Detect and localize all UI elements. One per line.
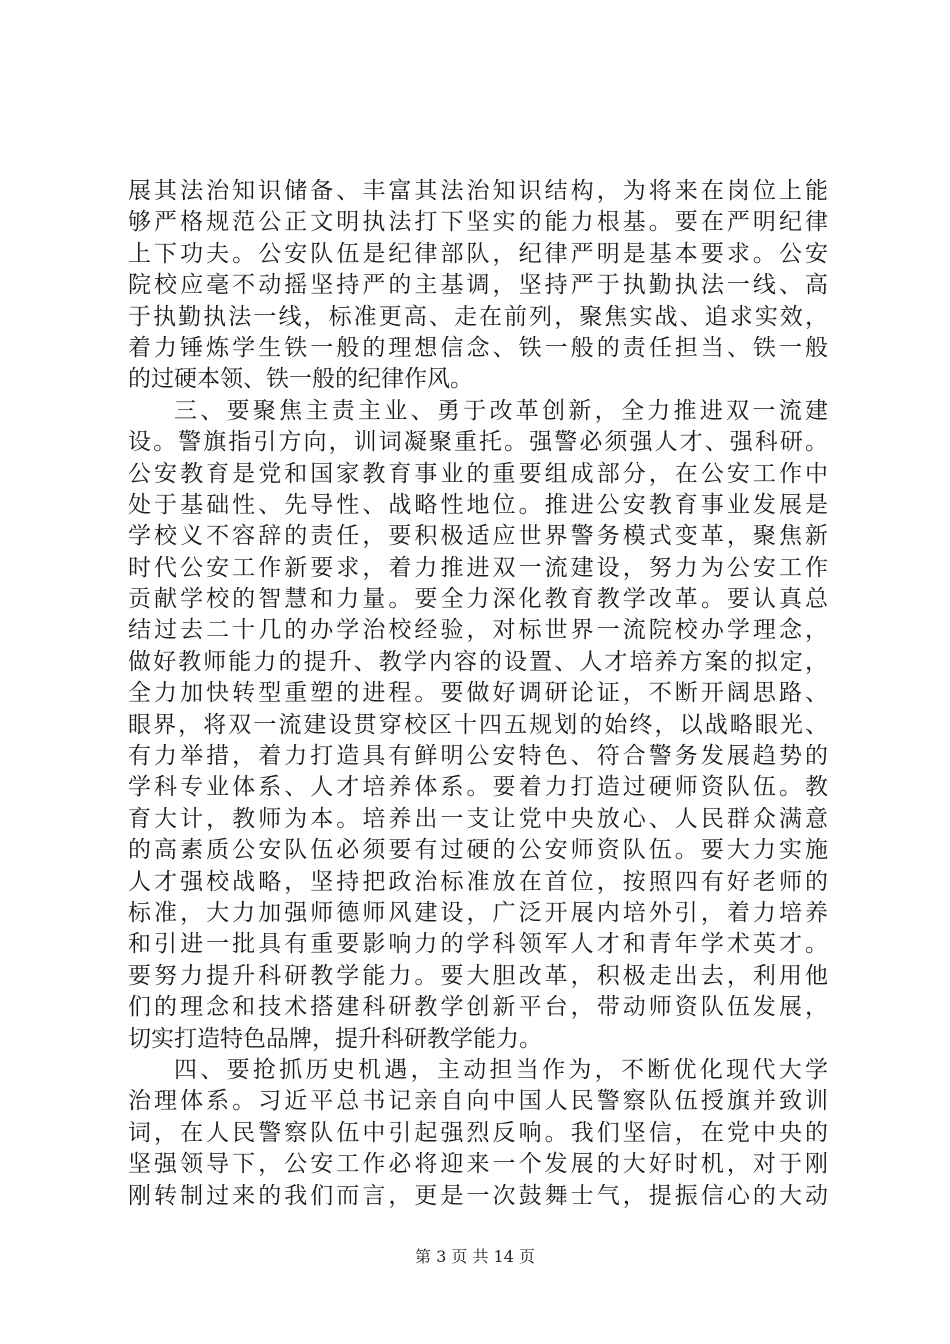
- text-line: 公安教育是党和国家教育事业的重要组成部分，在公安工作中: [128, 460, 828, 487]
- page-number-footer: 第 3 页 共 14 页: [415, 1247, 535, 1266]
- text-line: 学科专业体系、人才培养体系。要着力打造过硬师资队伍。教: [128, 774, 828, 801]
- text-line: 的高素质公安队伍必须要有过硬的公安师资队伍。要大力实施: [128, 837, 828, 864]
- text-line: 贡献学校的智慧和力量。要全力深化教育教学改革。要认真总: [128, 586, 828, 613]
- text-line: 结过去二十几的办学治校经验，对标世界一流院校办学理念，: [128, 617, 828, 644]
- text-line: 要努力提升科研教学能力。要大胆改革，积极走出去，利用他: [128, 962, 828, 989]
- text-line: 切实打造特色品牌，提升科研教学能力。: [128, 1025, 542, 1052]
- section-heading-line: 四、要抢抓历史机遇，主动担当作为，不断优化现代大学: [174, 1056, 828, 1083]
- text-line: 着力锤炼学生铁一般的理想信念、铁一般的责任担当、铁一般: [128, 334, 828, 361]
- text-line: 眼界，将双一流建设贯穿校区十四五规划的始终，以战略眼光、: [128, 711, 828, 738]
- text-line: 标准，大力加强师德师风建设，广泛开展内培外引，着力培养: [128, 899, 828, 926]
- section-heading-line: 三、要聚焦主责主业、勇于改革创新，全力推进双一流建: [174, 397, 828, 424]
- text-line: 上下功夫。公安队伍是纪律部队，纪律严明是基本要求。公安: [128, 240, 828, 267]
- text-line: 词，在人民警察队伍中引起强烈反响。我们坚信，在党中央的: [128, 1119, 828, 1146]
- text-line: 有力举措，着力打造具有鲜明公安特色、符合警务发展趋势的: [128, 743, 828, 770]
- text-line: 育大计，教师为本。培养出一支让党中央放心、人民群众满意: [128, 805, 828, 832]
- text-line: 展其法治知识储备、丰富其法治知识结构，为将来在岗位上能: [128, 178, 828, 204]
- text-line: 够严格规范公正文明执法打下坚实的能力根基。要在严明纪律: [128, 209, 828, 236]
- text-line: 们的理念和技术搭建科研教学创新平台，带动师资队伍发展，: [128, 994, 828, 1021]
- text-line: 的过硬本领、铁一般的纪律作风。: [128, 366, 473, 393]
- text-line: 设。警旗指引方向，训词凝聚重托。强警必须强人才、强科研。: [128, 429, 828, 456]
- text-line: 做好教师能力的提升、教学内容的设置、人才培养方案的拟定，: [128, 648, 828, 675]
- text-line: 处于基础性、先导性、战略性地位。推进公安教育事业发展是: [128, 491, 828, 518]
- text-line: 院校应毫不动摇坚持严的主基调，坚持严于执勤执法一线、高: [128, 272, 828, 299]
- text-line: 全力加快转型重塑的进程。要做好调研论证，不断开阔思路、: [128, 680, 828, 707]
- body-text: [128, 176, 828, 1212]
- text-line: 时代公安工作新要求，着力推进双一流建设，努力为公安工作: [128, 554, 828, 581]
- text-line: 治理体系。习近平总书记亲自向中国人民警察队伍授旗并致训: [128, 1088, 828, 1115]
- text-line: 于执勤执法一线，标准更高、走在前列，聚焦实战、追求实效，: [128, 303, 828, 330]
- text-line: 刚转制过来的我们而言，更是一次鼓舞士气，提振信心的大动: [128, 1182, 828, 1209]
- text-line: 学校义不容辞的责任，要积极适应世界警务模式变革，聚焦新: [128, 523, 828, 550]
- text-line: 坚强领导下，公安工作必将迎来一个发展的大好时机，对于刚: [128, 1151, 828, 1178]
- text-line: 和引进一批具有重要影响力的学科领军人才和青年学术英才。: [128, 931, 828, 958]
- text-line: 人才强校战略，坚持把政治标准放在首位，按照四有好老师的: [128, 868, 828, 895]
